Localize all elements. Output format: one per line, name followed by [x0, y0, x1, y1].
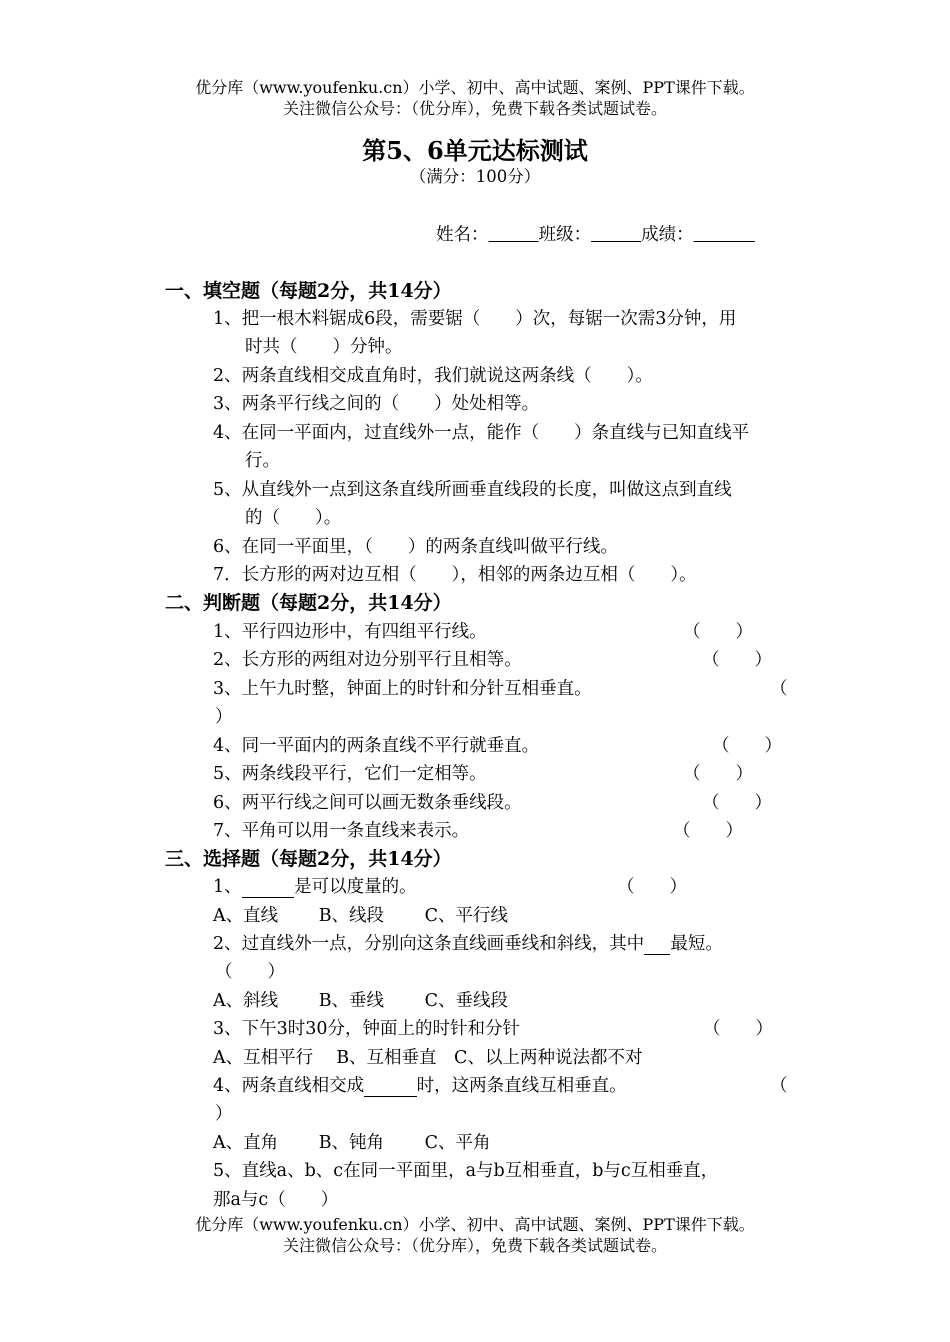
header-line-1: 优分库（www.youfenku.cn）小学、初中、高中试题、案例、PPT课件下载。 [195, 78, 755, 97]
judge-q5: 5、两条线段平行，它们一定相等。 [213, 764, 487, 784]
page-title: 第5、6单元达标测试 [362, 136, 588, 165]
choice-q1-blank[interactable] [242, 877, 295, 898]
judge-q4-paren[interactable]: （ ） [712, 736, 782, 756]
judge-q1-paren[interactable]: （ ） [683, 622, 753, 642]
choice-q2-paren[interactable]: （ ） [215, 962, 285, 982]
class-blank[interactable] [591, 225, 641, 245]
score-blank[interactable] [694, 225, 755, 245]
judge-q1: 1、平行四边形中，有四组平行线。 [213, 622, 487, 642]
fill-q2: 2、两条直线相交成直角时，我们就说这两条线（ ）。 [213, 366, 653, 386]
name-blank[interactable] [489, 225, 539, 245]
fill-q4-line2: 行。 [245, 451, 280, 471]
judge-q2-paren[interactable]: （ ） [702, 650, 772, 670]
judge-q3-paren-close: ） [215, 707, 233, 727]
choice-q2-text: 最短。 [670, 934, 723, 954]
judge-q2: 2、长方形的两组对边分别平行且相等。 [213, 650, 522, 670]
choice-q4-prefix: 4、两条直线相交成 [213, 1076, 365, 1096]
fill-q5-line1: 5、从直线外一点到这条直线所画垂直线段的长度，叫做这点到直线 [213, 480, 732, 500]
choice-q1-prefix: 1、 [213, 877, 242, 897]
choice-q3-paren[interactable]: （ ） [703, 1019, 773, 1039]
choice-q3-options: A、互相平行 B、互相垂直 C、以上两种说法都不对 [213, 1048, 643, 1068]
fill-q4-line1: 4、在同一平面内，过直线外一点，能作（ ）条直线与已知直线平 [213, 423, 750, 443]
judge-q7-paren[interactable]: （ ） [673, 821, 743, 841]
judge-q4: 4、同一平面内的两条直线不平行就垂直。 [213, 736, 540, 756]
choice-q5-line2: 那a与c（ ） [213, 1190, 339, 1210]
choice-q2-options: A、斜线 B、垂线 C、垂线段 [213, 991, 509, 1011]
section-3-heading: 三、选择题（每题2分，共14分） [165, 848, 452, 870]
choice-q2-prefix: 2、过直线外一点，分别向这条直线画垂线和斜线，其中 [213, 934, 645, 954]
footer-line-2: 关注微信公众号：（优分库），免费下载各类试题试卷。 [282, 1236, 667, 1255]
choice-q1-text: 是可以度量的。 [294, 877, 417, 897]
choice-q4-paren-close: ） [215, 1104, 233, 1124]
student-info-line [436, 221, 755, 246]
score-label: 成绩： [641, 225, 694, 245]
choice-q4-blank[interactable] [364, 1076, 417, 1097]
judge-q7: 7、平角可以用一条直线来表示。 [213, 821, 470, 841]
header-line-2: 关注微信公众号：（优分库），免费下载各类试题试卷。 [282, 99, 667, 118]
judge-q6-paren[interactable]: （ ） [702, 793, 772, 813]
footer-line-1: 优分库（www.youfenku.cn）小学、初中、高中试题、案例、PPT课件下载。 [195, 1215, 755, 1234]
fill-q7: 7．长方形的两对边互相（ ），相邻的两条边互相（ ）。 [213, 565, 697, 585]
choice-q4-paren-open[interactable]: （ [770, 1076, 788, 1096]
fill-q3: 3、两条平行线之间的（ ）处处相等。 [213, 394, 540, 414]
choice-q2 [213, 930, 723, 955]
choice-q4-options: A、直角 B、钝角 C、平角 [213, 1133, 491, 1153]
fill-q1-line1: 1、把一根木料锯成6段，需要锯（ ）次，每锯一次需3分钟，用 [213, 309, 737, 329]
choice-q2-blank[interactable] [644, 934, 670, 955]
choice-q1-options: A、直线 B、线段 C、平行线 [213, 906, 509, 926]
choice-q3: 3、下午3时30分，钟面上的时针和分针 [213, 1019, 521, 1039]
choice-q4-text: 时，这两条直线互相垂直。 [416, 1076, 627, 1096]
choice-q5-line1: 5、直线a、b、c在同一平面里，a与b互相垂直，b与c互相垂直， [213, 1161, 719, 1181]
name-label: 姓名： [436, 225, 489, 245]
fill-q6: 6、在同一平面里，（ ）的两条直线叫做平行线。 [213, 537, 618, 557]
judge-q5-paren[interactable]: （ ） [683, 764, 753, 784]
judge-q3-paren-open[interactable]: （ [770, 679, 788, 699]
section-1-heading: 一、填空题（每题2分，共14分） [165, 280, 452, 302]
fill-q5-line2: 的（ ）。 [245, 508, 342, 528]
judge-q3: 3、上午九时整，钟面上的时针和分针互相垂直。 [213, 679, 592, 699]
section-2-heading: 二、判断题（每题2分，共14分） [165, 592, 452, 614]
choice-q1 [213, 873, 417, 898]
choice-q1-paren[interactable]: （ ） [617, 877, 687, 897]
judge-q6: 6、两平行线之间可以画无数条垂线段。 [213, 793, 522, 813]
choice-q4 [213, 1072, 627, 1097]
page-subtitle: （满分：100分） [409, 167, 541, 186]
class-label: 班级： [538, 225, 592, 245]
fill-q1-line2: 时共（ ）分钟。 [245, 337, 403, 357]
